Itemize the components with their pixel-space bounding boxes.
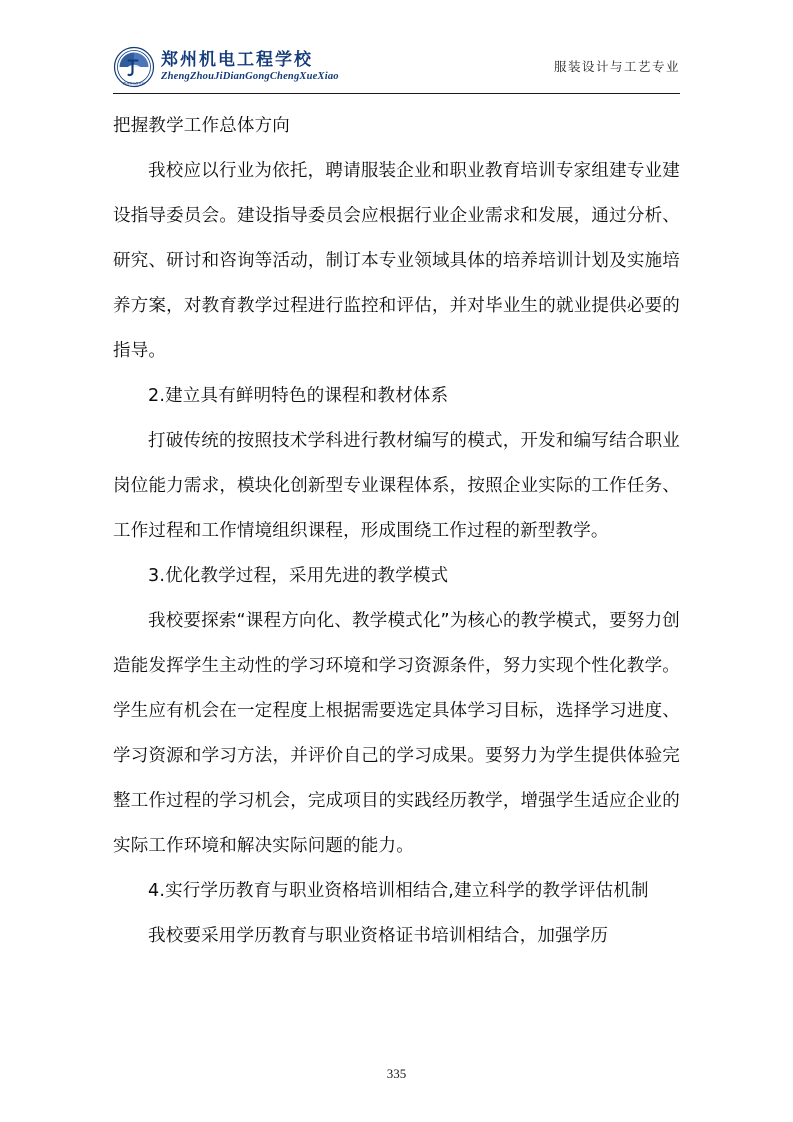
paragraph: 我校要探索“课程方向化、教学模式化”为核心的教学模式，要努力创造能发挥学生主动性的学习环境和学习资源条件，努力实现个性化教学。学生应有机会在一定程度上根据需要选定具体学习目标，选择学习进度、学习资源和学习方法，并评价自己的学习成果。要努力为学生提供体验完整工作过程的学习机会，完成项目的实践经历教学，增强学生适应企业的实际工作环境和解决实际问题的能力。: [113, 611, 680, 856]
paragraph: 2.建立具有鲜明特色的课程和教材体系: [148, 386, 449, 406]
school-name-cn: 郑州机电工程学校: [161, 50, 313, 71]
page-number: 335: [386, 1066, 407, 1081]
header-content: [113, 44, 680, 90]
paragraph: 3.优化教学过程，采用先进的教学模式: [148, 566, 449, 586]
paragraph: 我校应以行业为依托，聘请服装企业和职业教育培训专家组建专业建设指导委员会。建设指导委员会应根据行业企业需求和发展，通过分析、研究、研讨和咨询等活动，制订本专业领域具体的培养培训计划及实施培养方案，对教育教学过程进行监控和评估，并对毕业生的就业提供必要的指导。: [113, 161, 680, 361]
paragraph: 打破传统的按照技术学科进行教材编写的模式，开发和编写结合职业岗位能力需求，模块化创新型专业课程体系，按照企业实际的工作任务、工作过程和工作情境组织课程，形成围绕工作过程的新型教学。: [113, 431, 680, 541]
paragraph: 把握教学工作总体方向: [113, 116, 290, 136]
school-logo: [113, 46, 339, 88]
page-header: [113, 44, 680, 94]
school-name-en: ZhengZhouJiDianGongChengXueXiao: [161, 70, 339, 82]
school-name-block: [161, 52, 339, 82]
header-major-title: 服装设计与工艺专业: [553, 59, 680, 74]
paragraph: 我校要采用学历教育与职业资格证书培训相结合，加强学历: [148, 926, 609, 946]
svg-text:ZHENGZHOU: ZHENGZHOU: [122, 81, 146, 86]
document-body: [113, 104, 680, 959]
paragraph: 4.实行学历教育与职业资格培训相结合,建立科学的教学评估机制: [148, 881, 649, 901]
header-divider: [113, 93, 680, 94]
school-emblem-icon: [113, 46, 155, 88]
